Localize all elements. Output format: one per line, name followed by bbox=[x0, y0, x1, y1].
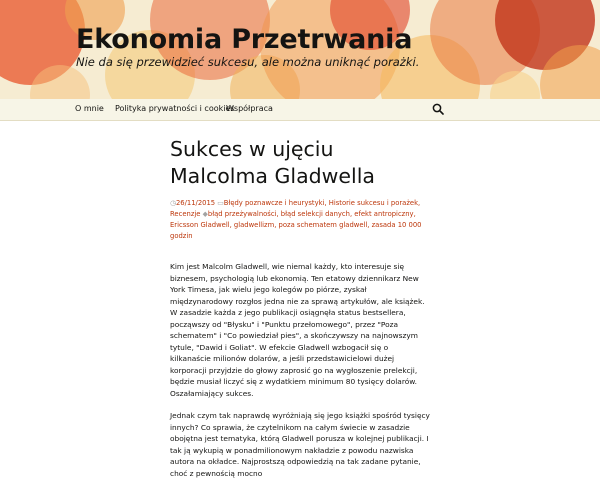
site-title[interactable]: Ekonomia Przetrwania bbox=[76, 24, 413, 55]
tag-link[interactable]: gladwellizm bbox=[233, 221, 275, 229]
tag-link[interactable]: zasada 10 000 godzin bbox=[170, 221, 422, 240]
tag-link[interactable]: błąd przeżywalności bbox=[207, 210, 277, 218]
nav-item-polityka-prywatnosci[interactable]: Polityka prywatności i cookies bbox=[115, 104, 235, 113]
nav-item-wspolpraca[interactable]: Współpraca bbox=[226, 104, 273, 113]
post-title[interactable] bbox=[170, 136, 430, 190]
site-description: Nie da się przewidzieć sukcesu, ale można uniknąć porażki. bbox=[76, 55, 420, 69]
tag-link[interactable]: Ericsson bbox=[170, 221, 199, 229]
tag-link[interactable]: efekt antropiczny bbox=[354, 210, 414, 218]
post-meta: ◷26/11/2015 ▭Błędy poznawcze i heurystyki, Historie sukcesu i porażek, Recenzje ◆błąd przeżywalności, błąd selekcji danych, efekt antropiczny, Ericsson Gladwell, gladwellizm, poza schematem gladwell, zasada 10 000 godzin bbox=[170, 199, 422, 240]
search-icon[interactable] bbox=[432, 103, 444, 115]
post-paragraph: Jednak czym tak naprawdę wyróżniają się jego książki spośród tysięcy innych? Co sprawia, że czytelnikom na całym świecie w zasadzie obojętna jest tematyka, którą Gladwell porusza w kolejnej publikacji. I tak ją wykupią w ponadmilionowym nakładzie z powodu nazwiska autora na okładce. Najprostszą odpowiedzią na tak zadane pytanie, choć z pewnością mocno bbox=[170, 411, 430, 478]
tag-icon: ◆ bbox=[202, 210, 208, 218]
category-link[interactable]: Błędy poznawcze i heurystyki bbox=[223, 199, 325, 207]
tag-link[interactable]: poza schematem gladwell bbox=[278, 221, 368, 229]
tag-link[interactable]: błąd selekcji danych bbox=[280, 210, 350, 218]
site-header bbox=[0, 0, 600, 99]
post-content bbox=[170, 121, 430, 479]
post-title-line2: Malcolma Gladwella bbox=[170, 164, 375, 188]
post-paragraph: Kim jest Malcolm Gladwell, wie niemal każdy, kto interesuje się biznesem, psychologią lub ekonomią. Ten etatowy dziennikarz New York Timesa, jak wielu jego kolegów po piórze, zyskał międzynarodowy rozgłos jedna nie za sprawą artykułów, ale książek. W zasadzie każda z jego publikacji osiągnęła status bestsellera, począwszy od "Błysku" i "Punktu przełomowego", przez "Poza schematem" i "Co powiedział pies", a skończywszy na najnowszym tytule, "Dawid i Goliat". W efekcie Gladwell wzbogacił się o kilkanaście milionów dolarów, a jeśli przedstawicielowi dużej korporacji przyjdzie do głowy zaprosić go na wygłoszenie prelekcji, będzie musiał liczyć się z wydatkiem minimum 80 tysięcy dolarów. Oszałamiający sukces. bbox=[170, 262, 425, 398]
main-navigation bbox=[0, 99, 600, 121]
nav-item-o-mnie[interactable]: O mnie bbox=[75, 104, 104, 113]
folder-icon: ▭ bbox=[217, 199, 224, 207]
post-title-line1: Sukces w ujęciu bbox=[170, 137, 334, 161]
tag-link[interactable]: Gladwell bbox=[200, 221, 230, 229]
category-link[interactable]: Historie sukcesu i porażek bbox=[328, 199, 419, 207]
clock-icon: ◷ bbox=[170, 199, 176, 207]
category-link[interactable]: Recenzje bbox=[170, 210, 201, 218]
post-date[interactable]: 26/11/2015 bbox=[175, 199, 216, 207]
